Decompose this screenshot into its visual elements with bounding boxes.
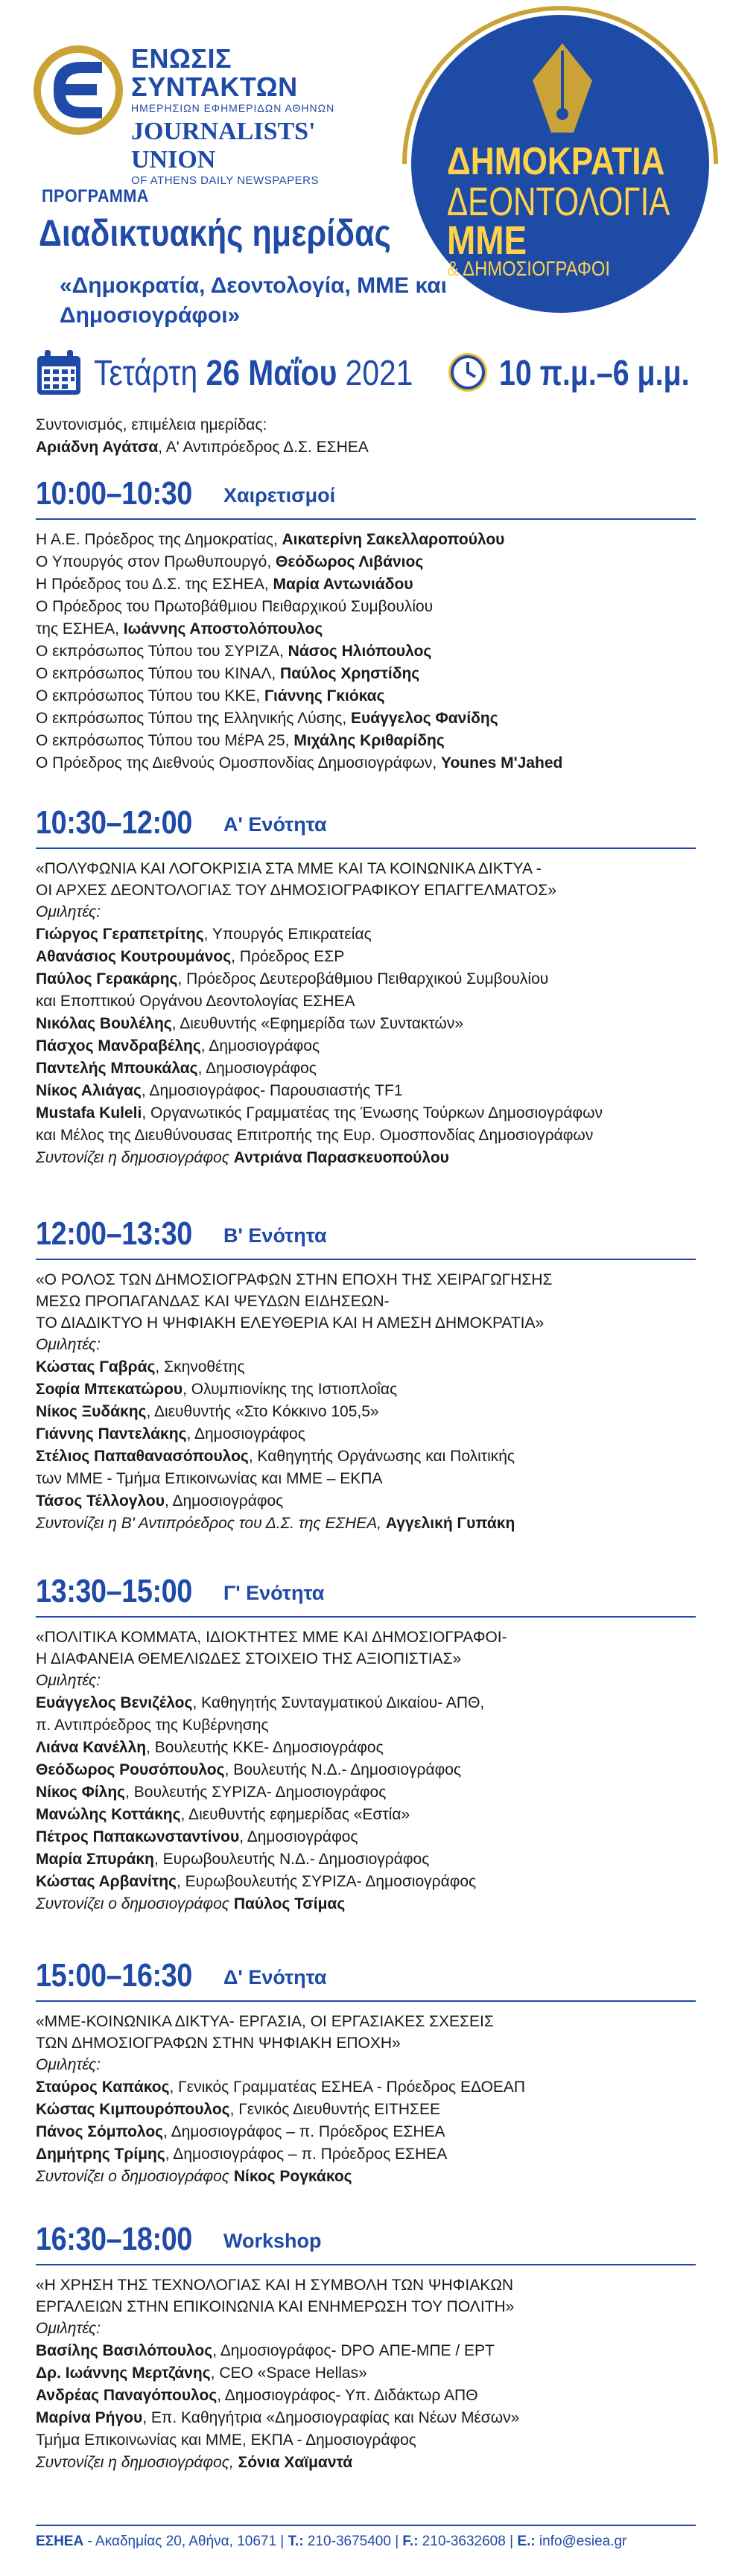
- section-divider: [36, 2000, 696, 2002]
- speaker-role: , Διευθυντής εφημερίδας «Εστία»: [180, 1806, 410, 1823]
- speaker-name: Νικόλας Βουλέλης: [36, 1015, 172, 1032]
- speaker-name: Βασίλης Βασιλόπουλος: [36, 2342, 213, 2359]
- section-topic-line: «ΜΜΕ-ΚΟΙΝΩΝΙΚΑ ΔΙΚΤΥΑ- ΕΡΓΑΣΙΑ, ΟΙ ΕΡΓΑΣΙΑΚΕΣ ΣΧΕΣΕΙΣ: [36, 2013, 494, 2030]
- greeting-line: [36, 640, 696, 663]
- speaker-name: Πάνος Σόμπολος: [36, 2123, 164, 2140]
- greeting-line: [36, 551, 696, 573]
- section-topic-line: «ΠΟΛΥΦΩΝΙΑ ΚΑΙ ΛΟΓΟΚΡΙΣΙΑ ΣΤΑ ΜΜΕ ΚΑΙ ΤΑ ΚΟΙΝΩΝΙΚΑ ΔΙΚΤΥΑ -: [36, 860, 542, 877]
- footer-fax: 210-3632608 |: [418, 2534, 518, 2549]
- union-greek-subtitle: ΗΜΕΡΗΣΙΩΝ ΕΦΗΜΕΡΙΔΩΝ ΑΘΗΝΩΝ: [131, 102, 335, 114]
- section-moderator: [36, 1513, 696, 1535]
- section-divider: [36, 518, 696, 520]
- footer-email-label: E.:: [517, 2534, 536, 2549]
- speaker-line: [36, 1826, 696, 1848]
- speaker-line: [36, 1759, 696, 1781]
- section-header: [36, 1215, 696, 1257]
- speaker-name: Πέτρος Παπακωνσταντίνου: [36, 1828, 240, 1845]
- speakers-heading: Ομιλητές:: [36, 903, 101, 920]
- speaker-name: Τάσος Τέλλογλου: [36, 1492, 165, 1510]
- moderator-prefix: Συντονίζει ο δημοσιογράφος: [36, 2168, 234, 2185]
- speaker-list: [36, 923, 696, 1147]
- speaker-name: Λιάνα Κανέλλη: [36, 1739, 147, 1756]
- speaker-role: , Ολυμπιονίκης της Ιστιοπλοΐας: [182, 1381, 398, 1398]
- footer-fax-label: F.:: [402, 2534, 419, 2549]
- greeting-name: Ιωάννης Αποστολόπουλος: [123, 620, 323, 637]
- greeting-line: [36, 707, 696, 730]
- moderator-name: Αγγελική Γυπάκη: [385, 1515, 515, 1532]
- moderator-prefix: Συντονίζει η Β' Αντιπρόεδρος του Δ.Σ. της ΕΣΗΕΑ,: [36, 1515, 386, 1532]
- section-title: Β' Ενότητα: [223, 1224, 327, 1247]
- section-time: 13:30–15:00: [36, 1573, 192, 1609]
- speaker-name: Κώστας Γαβράς: [36, 1358, 156, 1376]
- event-time: 10 π.μ.–6 μ.μ.: [499, 354, 690, 393]
- speaker-role: , Γενικός Διευθυντής ΕΙΤΗΣΕΕ: [229, 2101, 441, 2118]
- speaker-name: Ευάγγελος Βενιζέλος: [36, 1694, 193, 1711]
- section-header: [36, 1957, 696, 1999]
- coordinator-name: Αριάδνη Αγάτσα: [36, 439, 159, 456]
- speaker-role: , Δημοσιογράφος: [197, 1060, 317, 1077]
- program-title: Διαδικτυακής ημερίδας: [39, 212, 391, 254]
- badge-line-journalists: & ΔΗΜΟΣΙΟΓΡΑΦΟΙ: [447, 257, 610, 280]
- section-divider: [36, 847, 696, 849]
- speaker-line: [36, 1804, 696, 1826]
- greeting-name: Θεόδωρος Λιβάνιος: [276, 553, 424, 570]
- speaker-list: [36, 2340, 696, 2452]
- greeting-line: [36, 618, 696, 640]
- speaker-line: [36, 1378, 696, 1401]
- section-header: [36, 1573, 696, 1615]
- speaker-name: Νίκος Φίλης: [36, 1784, 126, 1801]
- speaker-role: , Βουλευτής ΚΚΕ- Δημοσιογράφος: [146, 1739, 384, 1756]
- moderator-name: Νίκος Ρογκάκος: [233, 2168, 352, 2185]
- moderator-prefix: Συντονίζει ο δημοσιογράφος: [36, 1895, 234, 1912]
- speaker-name: Πάσχος Μανδραβέλης: [36, 1037, 201, 1055]
- speaker-role: , Δημοσιογράφος: [164, 1492, 284, 1510]
- speaker-role: Τμήμα Επικοινωνίας και ΜΜΕ, ΕΚΠΑ - Δημοσιογράφος: [36, 2432, 416, 2449]
- speaker-role: , Πρόεδρος ΕΣΡ: [231, 948, 345, 965]
- section-topic-line: ΤΩΝ ΔΗΜΟΣΙΟΓΡΑΦΩΝ ΣΤΗΝ ΨΗΦΙΑΚΗ ΕΠΟΧΗ»: [36, 2035, 401, 2052]
- date-row: [36, 350, 706, 402]
- speaker-line: [36, 1058, 696, 1080]
- speaker-line: [36, 923, 696, 946]
- section-topic-line: «ΠΟΛΙΤΙΚΑ ΚΟΜΜΑΤΑ, ΙΔΙΟΚΤΗΤΕΣ ΜΜΕ ΚΑΙ ΔΗΜΟΣΙΟΓΡΑΦΟΙ-: [36, 1629, 507, 1646]
- section-b: [36, 1215, 696, 1535]
- greeting-role: Ο εκπρόσωπος Τύπου του ΚΙΝΑΛ,: [36, 665, 281, 682]
- speaker-line: [36, 2407, 696, 2429]
- section-time: 16:30–18:00: [36, 2221, 192, 2257]
- section-moderator: [36, 2452, 696, 2474]
- speaker-role: , Καθηγητής Συνταγματικού Δικαίου- ΑΠΘ,: [192, 1694, 485, 1711]
- speaker-name: Παντελής Μπουκάλας: [36, 1060, 198, 1077]
- section-c: [36, 1573, 696, 1915]
- speaker-name: Σταύρος Καπάκος: [36, 2079, 170, 2096]
- speaker-list: [36, 1692, 696, 1893]
- speaker-role: , Καθηγητής Οργάνωσης και Πολιτικής: [248, 1448, 515, 1465]
- speaker-name: Νίκος Αλιάγας: [36, 1082, 142, 1099]
- greeting-name: Νάσος Ηλιόπουλος: [288, 643, 432, 660]
- footer-tel-label: Τ.:: [288, 2534, 304, 2549]
- greeting-name: Παύλος Χρηστίδης: [280, 665, 420, 682]
- speaker-role: , Δημοσιογράφος: [200, 1037, 320, 1055]
- section-topic-line: ΤΟ ΔΙΑΔΙΚΤΥΟ Η ΨΗΦΙΑΚΗ ΕΛΕΥΘΕΡΙΑ ΚΑΙ Η ΑΜΕΣΗ ΔΗΜΟΚΡΑΤΙΑ»: [36, 1314, 545, 1332]
- speaker-name: Δημήτρης Τρίμης: [36, 2146, 165, 2163]
- program-label: ΠΡΟΓΡΑΜΜΑ: [42, 186, 149, 206]
- moderator-name: Αντριάνα Παρασκευοπούλου: [233, 1149, 449, 1166]
- section-d: [36, 1957, 696, 2188]
- speaker-role: και Μέλος της Διευθύνουσας Επιτροπής της Ευρ. Ομοσπονδίας Δημοσιογράφων: [36, 1127, 594, 1144]
- section-title: Γ' Ενότητα: [223, 1582, 325, 1604]
- speaker-name: Μαρία Σπυράκη: [36, 1851, 154, 1868]
- speaker-role: , Δημοσιογράφος: [239, 1828, 358, 1845]
- greeting-line: [36, 663, 696, 685]
- speaker-line: [36, 2076, 696, 2099]
- section-time: 10:30–12:00: [36, 804, 192, 841]
- speaker-name: Σοφία Μπεκατώρου: [36, 1381, 183, 1398]
- speaker-line: [36, 1848, 696, 1871]
- greeting-name: Αικατερίνη Σακελλαροπούλου: [282, 531, 505, 548]
- footer-divider: [36, 2525, 696, 2526]
- section-greetings: [36, 475, 696, 775]
- footer-address: - Ακαδημίας 20, Αθήνα, 10671 |: [83, 2534, 288, 2549]
- speaker-name: Κώστας Αρβανίτης: [36, 1873, 177, 1890]
- section-moderator: [36, 1893, 696, 1915]
- speaker-name: Θεόδωρος Ρουσόπουλος: [36, 1761, 225, 1778]
- section-header: [36, 475, 696, 517]
- section-topic-line: «Ο ΡΟΛΟΣ ΤΩΝ ΔΗΜΟΣΙΟΓΡΑΦΩΝ ΣΤΗΝ ΕΠΟΧΗ ΤΗΣ ΧΕΙΡΑΓΩΓΗΣΗΣ: [36, 1271, 553, 1288]
- greeting-name: Younes M'Jahed: [441, 754, 563, 772]
- section-topic-line: ΟΙ ΑΡΧΕΣ ΔΕΟΝΤΟΛΟΓΙΑΣ ΤΟΥ ΔΗΜΟΣΙΟΓΡΑΦΙΚΟΥ ΕΠΑΓΓΕΛΜΑΤΟΣ»: [36, 882, 557, 899]
- speaker-line: [36, 1356, 696, 1378]
- speaker-line: [36, 2143, 696, 2166]
- speaker-line: [36, 1737, 696, 1759]
- speaker-role: , Βουλευτής ΣΥΡΙΖΑ- Δημοσιογράφος: [125, 1784, 387, 1801]
- speaker-line: [36, 1468, 696, 1490]
- coordination-block: [36, 414, 369, 459]
- speaker-line: [36, 1423, 696, 1446]
- speaker-list: [36, 2076, 696, 2166]
- greeting-role: Η Πρόεδρος του Δ.Σ. της ΕΣΗΕΑ,: [36, 576, 273, 593]
- speaker-line: [36, 946, 696, 968]
- footer-org: ΕΣΗΕΑ: [36, 2534, 84, 2549]
- speakers-heading: Ομιλητές:: [36, 2320, 101, 2337]
- greeting-role: Η Α.Ε. Πρόεδρος της Δημοκρατίας,: [36, 531, 282, 548]
- speaker-name: Παύλος Γερακάρης: [36, 970, 178, 988]
- moderator-prefix: Συντονίζει η δημοσιογράφος: [36, 1149, 234, 1166]
- speaker-role: , Υπουργός Επικρατείας: [203, 926, 372, 943]
- coordination-person: [36, 436, 369, 459]
- footer-contact: [36, 2534, 626, 2550]
- greeting-role: Ο εκπρόσωπος Τύπου του ΣΥΡΙΖΑ,: [36, 643, 288, 660]
- speakers-heading: Ομιλητές:: [36, 2056, 101, 2073]
- date-day: Τετάρτη: [94, 354, 198, 393]
- speaker-line: [36, 1035, 696, 1058]
- speaker-role: , Ευρωβουλευτής ΣΥΡΙΖΑ- Δημοσιογράφος: [176, 1873, 477, 1890]
- union-english-title: JOURNALISTS' UNION: [131, 118, 316, 174]
- speaker-line: [36, 2362, 696, 2385]
- section-topic-line: Η ΔΙΑΦΑΝΕΙΑ ΘΕΜΕΛΙΩΔΕΣ ΣΤΟΙΧΕΙΟ ΤΗΣ ΑΞΙΟΠΙΣΤΙΑΣ»: [36, 1650, 462, 1667]
- speaker-role: , Επ. Καθηγήτρια «Δημοσιογραφίας και Νέων Μέσων»: [142, 2409, 520, 2426]
- speaker-role: , Δημοσιογράφος- Υπ. Διδάκτωρ ΑΠΘ: [217, 2387, 478, 2404]
- section-time: 15:00–16:30: [36, 1957, 192, 1994]
- speaker-role: , Δημοσιογράφος- Παρουσιαστής TF1: [141, 1082, 403, 1099]
- section-topic-line: ΜΕΣΩ ΠΡΟΠΑΓΑΝΔΑΣ ΚΑΙ ΨΕΥΔΩΝ ΕΙΔΗΣΕΩΝ-: [36, 1293, 390, 1310]
- section-a: [36, 804, 696, 1169]
- speaker-line: [36, 1490, 696, 1513]
- section-topic-line: «Η ΧΡΗΣΗ ΤΗΣ ΤΕΧΝΟΛΟΓΙΑΣ ΚΑΙ Η ΣΥΜΒΟΛΗ ΤΩΝ ΨΗΦΙΑΚΩΝ: [36, 2277, 514, 2294]
- speaker-line: [36, 1692, 696, 1714]
- greeting-line: [36, 529, 696, 551]
- section-header: [36, 2221, 696, 2262]
- union-greek-title: ΕΝΩΣΙΣ ΣΥΝΤΑΚΤΩΝ: [131, 43, 298, 102]
- moderator-prefix: Συντονίζει η δημοσιογράφος,: [36, 2454, 238, 2471]
- footer-email[interactable]: info@esiea.gr: [535, 2534, 627, 2549]
- speaker-role: , Βουλευτής Ν.Δ.- Δημοσιογράφος: [224, 1761, 462, 1778]
- speaker-name: Μανώλης Κοττάκης: [36, 1806, 181, 1823]
- speaker-line: [36, 1080, 696, 1102]
- greeting-name: Μιχάλης Κριθαρίδης: [293, 732, 445, 749]
- speaker-role: , Διευθυντής «Εφημερίδα των Συντακτών»: [171, 1015, 464, 1032]
- section-moderator: [36, 2166, 696, 2188]
- speaker-role: και Εποπτικού Οργάνου Δεοντολογίας ΕΣΗΕΑ: [36, 993, 355, 1010]
- calendar-icon: [36, 350, 82, 396]
- speaker-name: Ανδρέας Παναγόπουλος: [36, 2387, 218, 2404]
- fountain-pen-icon: [521, 43, 603, 140]
- speaker-role: , Δημοσιογράφος- DPO ΑΠΕ-ΜΠΕ / ΕΡΤ: [212, 2342, 495, 2359]
- speaker-line: [36, 2385, 696, 2407]
- speaker-line: [36, 1714, 696, 1737]
- greeting-role: Ο Υπουργός στον Πρωθυπουργό,: [36, 553, 276, 570]
- badge-line-democracy: ΔΗΜΟΚΡΑΤΙΑ: [447, 140, 665, 183]
- greeting-role: Ο εκπρόσωπος Τύπου του ΜέΡΑ 25,: [36, 732, 294, 749]
- section-title: Δ' Ενότητα: [223, 1966, 327, 1988]
- union-name-block: [131, 45, 392, 188]
- speaker-role: των ΜΜΕ - Τμήμα Επικοινωνίας και ΜΜΕ – ΕΚΠΑ: [36, 1470, 383, 1487]
- speaker-line: [36, 2099, 696, 2121]
- speaker-line: [36, 968, 696, 990]
- coordinator-role: , Α' Αντιπρόεδρος Δ.Σ. ΕΣΗΕΑ: [158, 439, 369, 456]
- greeting-role: Ο εκπρόσωπος Τύπου του ΚΚΕ,: [36, 687, 265, 705]
- speaker-name: Κώστας Κιμπουρόπουλος: [36, 2101, 230, 2118]
- section-topic-line: ΕΡΓΑΛΕΙΩΝ ΣΤΗΝ ΕΠΙΚΟΙΝΩΝΙΑ ΚΑΙ ΕΝΗΜΕΡΩΣΗ ΤΟΥ ΠΟΛΙΤΗ»: [36, 2298, 515, 2315]
- speaker-role: , Οργανωτικός Γραμματέας της Ένωσης Τούρκων Δημοσιογράφων: [142, 1104, 603, 1122]
- section-divider: [36, 2264, 696, 2265]
- greeting-role: Ο Πρόεδρος του Πρωτοβάθμιου Πειθαρχικού Συμβουλίου: [36, 598, 434, 615]
- greeting-line: [36, 730, 696, 752]
- greeting-name: Ευάγγελος Φανίδης: [351, 710, 498, 727]
- speaker-line: [36, 2121, 696, 2143]
- badge-line-media: ΜΜΕ: [447, 218, 527, 263]
- speakers-heading: Ομιλητές:: [36, 1672, 101, 1689]
- speaker-line: [36, 1401, 696, 1423]
- badge-line-ethics: ΔΕΟΝΤΟΛΟΓΙΑ: [447, 179, 670, 224]
- speaker-name: Mustafa Kuleli: [36, 1104, 142, 1122]
- speaker-name: Γιάννης Παντελάκης: [36, 1425, 187, 1443]
- greeting-name: Γιάννης Γκιόκας: [264, 687, 385, 705]
- speaker-name: Δρ. Ιωάννης Μερτζάνης: [36, 2364, 211, 2382]
- speaker-line: [36, 1446, 696, 1468]
- moderator-name: Σόνια Χαϊμαντά: [238, 2454, 353, 2471]
- speaker-list: [36, 1356, 696, 1513]
- speaker-name: Μαρίνα Ρήγου: [36, 2409, 143, 2426]
- speaker-role: , Δημοσιογράφος – π. Πρόεδρος ΕΣΗΕΑ: [165, 2146, 448, 2163]
- speaker-line: [36, 2340, 696, 2362]
- greeting-line: [36, 596, 696, 618]
- speaker-name: Νίκος Ξυδάκης: [36, 1403, 147, 1420]
- greeting-line: [36, 752, 696, 775]
- section-title: Α' Ενότητα: [223, 813, 327, 836]
- greeting-name: Μαρία Αντωνιάδου: [273, 576, 413, 593]
- date-year: 2021: [345, 354, 413, 393]
- speaker-role: , Δημοσιογράφος – π. Πρόεδρος ΕΣΗΕΑ: [163, 2123, 445, 2140]
- greeting-list: [36, 529, 696, 775]
- section-moderator: [36, 1147, 696, 1169]
- speaker-name: Στέλιος Παπαθανασόπουλος: [36, 1448, 249, 1465]
- greeting-role: Ο εκπρόσωπος Τύπου της Ελληνικής Λύσης,: [36, 710, 352, 727]
- greeting-line: [36, 685, 696, 707]
- section-time: 10:00–10:30: [36, 475, 192, 512]
- section-title: Workshop: [223, 2230, 322, 2252]
- union-logo: [31, 43, 125, 137]
- speaker-role: , Πρόεδρος Δευτεροβάθμιου Πειθαρχικού Συμβουλίου: [177, 970, 549, 988]
- greeting-role: Ο Πρόεδρος της Διεθνούς Ομοσπονδίας Δημοσιογράφων,: [36, 754, 442, 772]
- section-divider: [36, 1259, 696, 1260]
- moderator-name: Παύλος Τσίμας: [233, 1895, 346, 1912]
- speaker-line: [36, 1013, 696, 1035]
- clock-icon: [447, 352, 489, 393]
- footer-tel: 210-3675400 |: [303, 2534, 403, 2549]
- speaker-role: , Σκηνοθέτης: [155, 1358, 245, 1376]
- speaker-line: [36, 1102, 696, 1125]
- program-subtitle: «Δημοκρατία, Δεοντολογία, ΜΜΕ και Δημοσιογράφοι»: [60, 273, 448, 328]
- speaker-role: , CEO «Space Hellas»: [210, 2364, 367, 2382]
- speaker-line: [36, 1871, 696, 1893]
- greeting-line: [36, 573, 696, 596]
- speaker-line: [36, 1781, 696, 1804]
- greeting-role: της ΕΣΗΕΑ,: [36, 620, 124, 637]
- date-day-month: 26 Μαΐου: [206, 354, 337, 393]
- speaker-role: , Ευρωβουλευτής Ν.Δ.- Δημοσιογράφος: [153, 1851, 430, 1868]
- speaker-line: [36, 990, 696, 1013]
- speaker-role: , Δημοσιογράφος: [186, 1425, 305, 1443]
- event-date: [94, 353, 413, 394]
- speaker-role: π. Αντιπρόεδρος της Κυβέρνησης: [36, 1717, 269, 1734]
- section-divider: [36, 1616, 696, 1618]
- section-title: Χαιρετισμοί: [223, 484, 336, 506]
- speaker-role: , Διευθυντής «Στο Κόκκινο 105,5»: [146, 1403, 379, 1420]
- section-header: [36, 804, 696, 846]
- speaker-name: Γιώργος Γεραπετρίτης: [36, 926, 204, 943]
- section-workshop: [36, 2221, 696, 2474]
- speakers-heading: Ομιλητές:: [36, 1336, 101, 1353]
- speaker-name: Αθανάσιος Κουτρουμάνος: [36, 948, 232, 965]
- speaker-role: , Γενικός Γραμματέας ΕΣΗΕΑ - Πρόεδρος ΕΔΟΕΑΠ: [169, 2079, 526, 2096]
- union-english-subtitle: OF ATHENS DAILY NEWSPAPERS: [131, 174, 319, 187]
- speaker-line: [36, 1125, 696, 1147]
- speaker-line: [36, 2429, 696, 2452]
- section-time: 12:00–13:30: [36, 1215, 192, 1252]
- coordination-label: Συντονισμός, επιμέλεια ημερίδας:: [36, 416, 267, 433]
